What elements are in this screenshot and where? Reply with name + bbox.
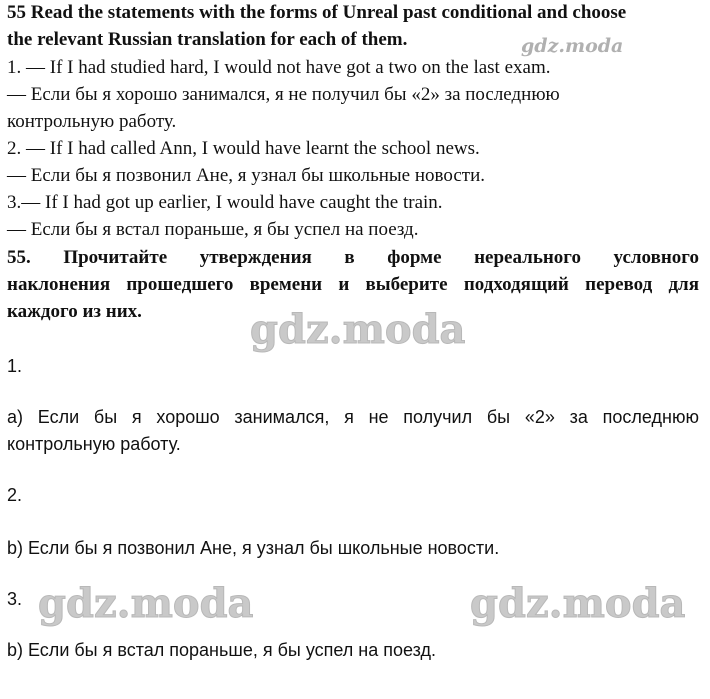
- statement-3-english: 3.— If I had got up earlier, I would have caught the train.: [7, 192, 443, 213]
- statement-2-english: 2. — If I had called Ann, I would have learnt the school news.: [7, 138, 480, 159]
- exercise-heading-line-2: the relevant Russian translation for each of them.: [7, 29, 408, 50]
- answer-word: не: [368, 407, 389, 427]
- heading-word: форме: [387, 247, 442, 268]
- heading-word: подходящий: [463, 274, 569, 295]
- russian-heading-line-2: [7, 272, 699, 298]
- heading-word: 55.: [7, 247, 31, 268]
- answer-word: a): [7, 407, 24, 427]
- answer-1-line-2: контрольную работу.: [7, 434, 181, 454]
- answer-word: занимался,: [234, 407, 330, 427]
- answer-word: я: [131, 407, 142, 427]
- statement-1-english: 1. — If I had studied hard, I would not have got a two on the last exam.: [7, 57, 551, 78]
- answer-2-line-1: b) Если бы я позвонил Ане, я узнал бы школьные новости.: [7, 538, 500, 558]
- heading-word: и: [338, 274, 350, 295]
- answer-word: хорошо: [156, 407, 220, 427]
- answer-word: последнюю: [602, 407, 699, 427]
- heading-word: выберите: [365, 274, 448, 295]
- watermark-bottom-left: gdz.moda: [38, 580, 254, 627]
- answer-word: за: [569, 407, 588, 427]
- answer-3-line-1: b) Если бы я встал пораньше, я бы успел на поезд.: [7, 640, 436, 660]
- statement-2-russian: — Если бы я позвонил Ане, я узнал бы школьные новости.: [7, 165, 485, 186]
- answer-1-number: 1.: [7, 356, 23, 376]
- heading-word: в: [344, 247, 355, 268]
- heading-word: Прочитайте: [63, 247, 168, 268]
- heading-word: для: [668, 274, 699, 295]
- watermark-bottom-right: gdz.moda: [470, 580, 686, 627]
- answer-word: получил: [403, 407, 473, 427]
- answer-word: я: [344, 407, 354, 427]
- statement-1-russian-line-1: — Если бы я хорошо занимался, я не получил бы «2» за последнюю: [7, 84, 560, 105]
- russian-heading-line-3: каждого из них.: [7, 301, 142, 322]
- heading-word: времени: [249, 274, 323, 295]
- statement-1-russian-line-2: контрольную работу.: [7, 111, 177, 132]
- heading-word: наклонения: [7, 274, 111, 295]
- heading-word: нереального: [474, 247, 581, 268]
- heading-word: прошедшего: [126, 274, 234, 295]
- russian-heading-line-1: [7, 245, 699, 271]
- watermark-top: gdz.moda: [521, 35, 624, 57]
- heading-word: утверждения: [199, 247, 312, 268]
- exercise-heading-line-1: 55 Read the statements with the forms of Unreal past conditional and choose: [7, 2, 627, 23]
- answer-word: «2»: [524, 407, 555, 427]
- answer-word: бы: [486, 407, 511, 427]
- answer-1-line-1: [7, 404, 699, 430]
- watermark-middle: gdz.moda: [250, 306, 466, 353]
- heading-word: условного: [613, 247, 699, 268]
- heading-word: перевод: [585, 274, 653, 295]
- answer-3-number: 3.: [7, 589, 23, 609]
- answer-word: бы: [93, 407, 118, 427]
- answer-2-number: 2.: [7, 485, 23, 505]
- statement-3-russian: — Если бы я встал пораньше, я бы успел на поезд.: [7, 219, 419, 240]
- answer-word: Если: [37, 407, 80, 427]
